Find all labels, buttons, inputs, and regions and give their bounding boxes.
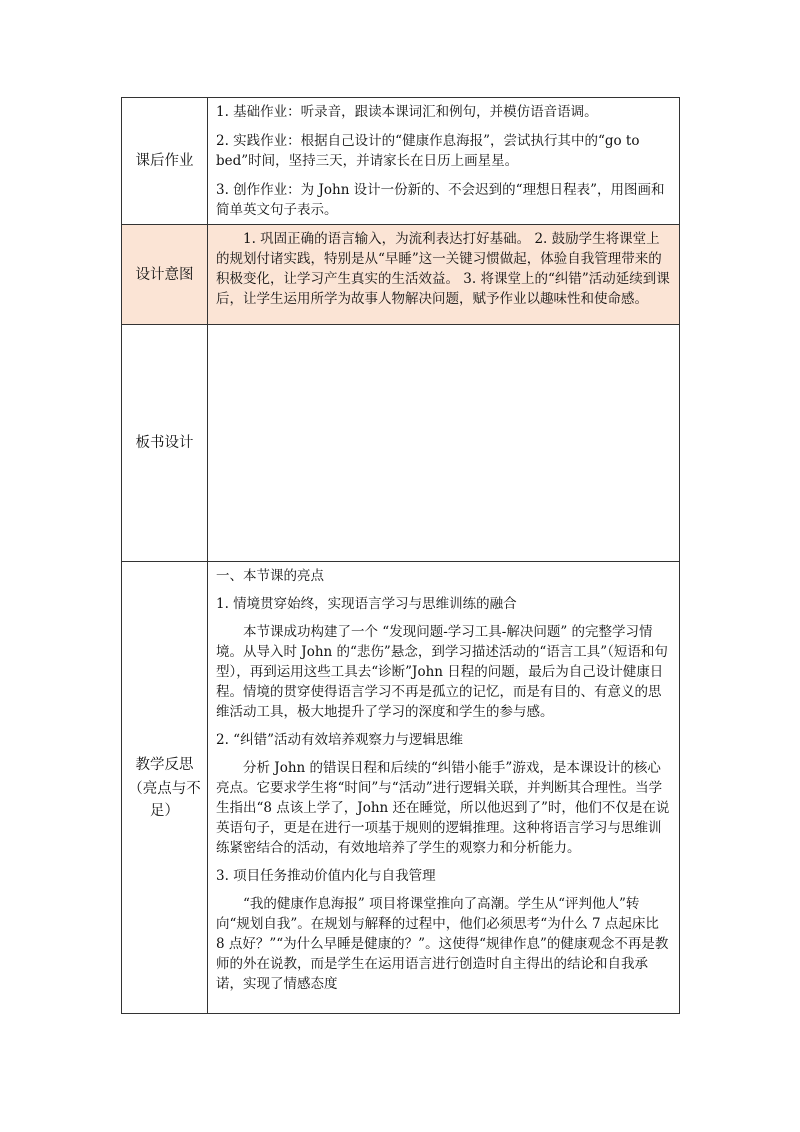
reflection-section-3-title: 3. 项目任务推动价值内化与自我管理 xyxy=(216,868,436,884)
reflection-sublabel: （亮点与不足） xyxy=(128,780,201,819)
homework-content xyxy=(208,98,680,225)
homework-item-1: 1. 基础作业：听录音，跟读本课词汇和例句，并模仿语音语调。 xyxy=(216,104,598,120)
design-intent-label: 设计意图 xyxy=(122,225,208,325)
reflection-heading: 一、本节课的亮点 xyxy=(216,568,324,584)
reflection-section-3-body: “我的健康作息海报” 项目将课堂推向了高潮。学生从“评判他人”转向“规划自我”。在规划与解释的过程中，他们必须思考“为什么 7 点起床比 8 点好？”“为什么早睡是健康的？”。这使得“规律作息”的健康观念不再是教师的外在说教，而是学生在运用语言进行创造时自主得出的结论和自我承诺，实现了情感态度 xyxy=(216,896,669,992)
reflection-section-2-body: 分析 John 的错误日程和后续的“纠错小能手”游戏，是本课设计的核心亮点。它要求学生将“时间”与“活动”进行逻辑关联，并判断其合理性。当学生指出“8 点该上学了，John 还在睡觉，所以他迟到了”时，他们不仅是在说英语句子，更是在进行一项基于规则的逻辑推理。这种将语言学习与思维训练紧密结合的活动，有效地培养了学生的观察力和分析能力。 xyxy=(216,760,670,856)
lesson-plan-table xyxy=(121,97,680,1014)
reflection-label: 教学反思 xyxy=(135,756,194,773)
reflection-label-cell xyxy=(122,562,208,1014)
board-design-row xyxy=(122,325,680,562)
board-design-label: 板书设计 xyxy=(122,325,208,562)
reflection-row xyxy=(122,562,680,1014)
homework-row xyxy=(122,98,680,225)
reflection-content xyxy=(208,562,680,1014)
reflection-section-2-title: 2. “纠错”活动有效培养观察力与逻辑思维 xyxy=(216,732,463,748)
design-intent-content xyxy=(208,225,680,325)
homework-item-2: 2. 实践作业：根据自己设计的“健康作息海报”，尝试执行其中的“go to bed”时间，坚持三天，并请家长在日历上画星星。 xyxy=(216,133,640,169)
reflection-section-1-title: 1. 情境贯穿始终，实现语言学习与思维训练的融合 xyxy=(216,596,517,612)
homework-item-3: 3. 创作作业：为 John 设计一份新的、不会迟到的“理想日程表”，用图画和简单英文句子表示。 xyxy=(216,182,665,218)
design-intent-text: 1. 巩固正确的语言输入，为流利表达打好基础。 2. 鼓励学生将课堂上的规划付诸实践，特别是从“早睡”这一关键习惯做起，体验自我管理带来的积极变化，让学习产生真实的生活效益。 3. 将课堂上的“纠错”活动延续到课后，让学生运用所学为故事人物解决问题，赋予作业以趣味性和使命感。 xyxy=(216,231,670,307)
board-design-content xyxy=(208,325,680,562)
design-intent-row xyxy=(122,225,680,325)
homework-label: 课后作业 xyxy=(122,98,208,225)
reflection-section-1-body: 本节课成功构建了一个 “发现问题-学习工具-解决问题” 的完整学习情境。从导入时 John 的“悲伤”悬念，到学习描述活动的“语言工具”（短语和句型），再到运用这些工具去“诊断”John 日程的问题，最后为自己设计健康日程。情境的贯穿使得语言学习不再是孤立的记忆，而是有目的、有意义的思维活动工具，极大地提升了学习的深度和学生的参与感。 xyxy=(216,624,668,720)
